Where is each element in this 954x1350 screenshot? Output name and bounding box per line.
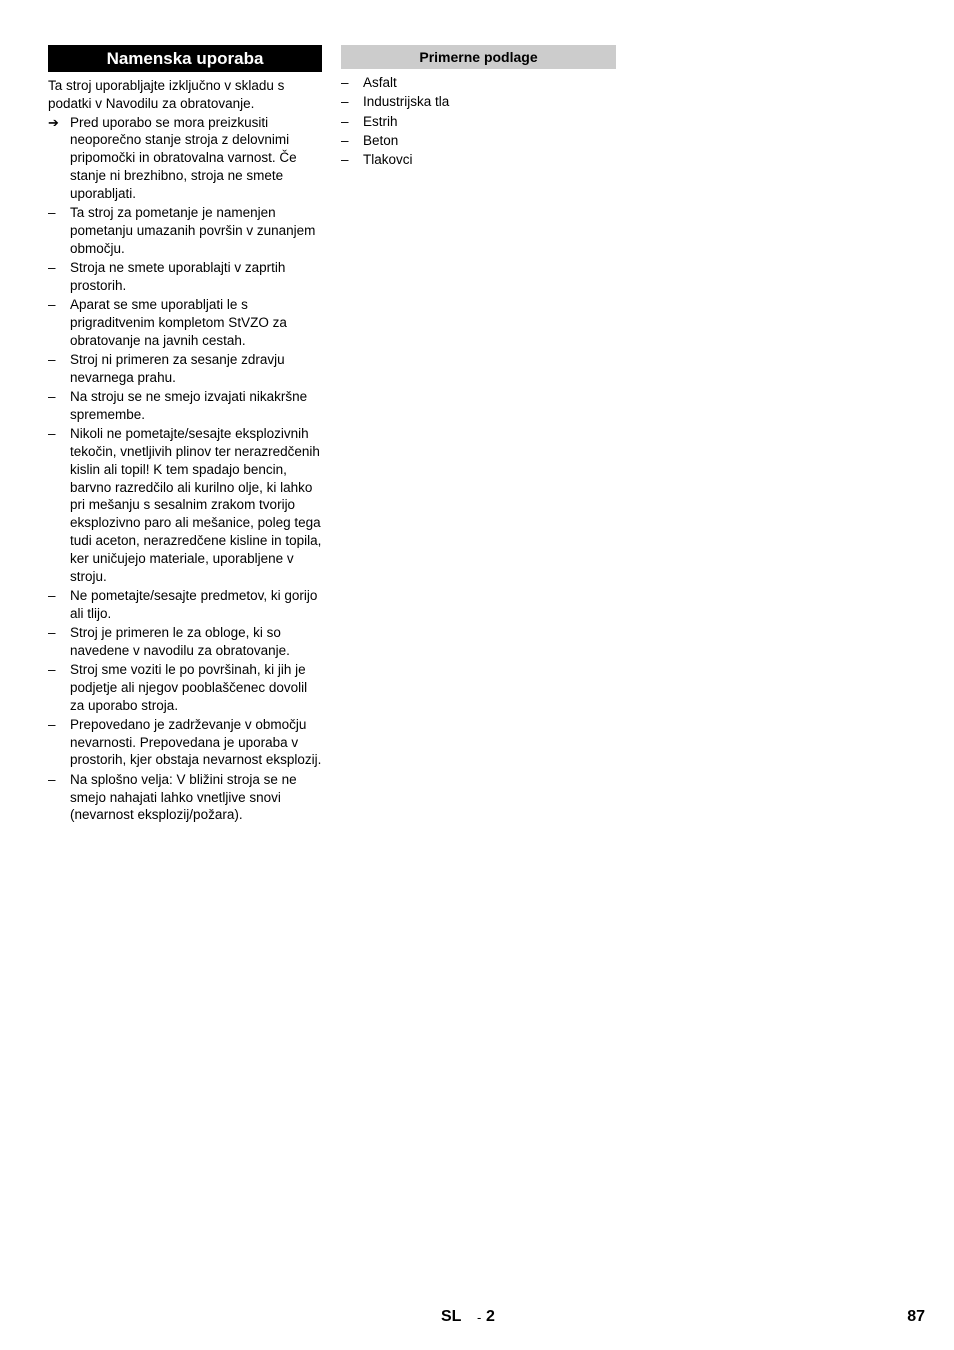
list-item-text: Na stroju se ne smejo izvajati nikakršne spremembe. <box>70 389 308 422</box>
section-title-intended-use: Namenska uporaba <box>48 45 322 72</box>
list-item <box>48 351 322 387</box>
dash-marker: – <box>48 587 56 603</box>
list-item-text: Stroj ni primeren za sesanje zdravju nevarnega prahu. <box>70 351 285 385</box>
list-item-text: Ta stroj za pometanje je namenjen pometanju umazanih površin v zunanjem območju. <box>70 205 316 256</box>
page-number: 87 <box>907 1308 925 1325</box>
list-item-text: Aparat se sme uporabljati le s prigraditvenim kompletom StVZO za obratovanje na javnih cestah. <box>70 297 287 348</box>
list-item-text: Stroja ne smete uporablajti v zaprtih prostorih. <box>70 259 286 293</box>
list-item-text: Tlakovci <box>363 152 413 168</box>
list-item-text: Stroj je primeren le za obloge, ki so navedene v navodilu za obratovanje. <box>70 624 290 658</box>
list-item-text: Ne pometajte/sesajte predmetov, ki gorijo ali tlijo. <box>70 587 318 621</box>
dash-marker: – <box>48 426 56 442</box>
list-item-text: Prepovedano je zadrževanje v območju nevarnosti. Prepovedana je uporaba v prostorih, kjer obstaja nevarnost eksplozij. <box>70 716 322 768</box>
dash-marker: – <box>48 389 56 405</box>
list-item <box>48 388 322 424</box>
left-column <box>48 45 322 826</box>
dash-marker: – <box>48 716 56 732</box>
list-item <box>341 151 616 169</box>
dash-marker: – <box>341 75 349 90</box>
list-item <box>48 716 322 769</box>
list-item <box>48 296 322 349</box>
footer-separator: - <box>477 1310 482 1325</box>
list-item <box>48 587 322 623</box>
list-item <box>48 204 322 257</box>
list-item-text: Industrijska tla <box>363 94 450 110</box>
list-item <box>48 624 322 660</box>
dash-marker: – <box>48 297 56 313</box>
list-item-text: Nikoli ne pometajte/sesajte eksplozivnih tekočin, vnetljivih plinov ter nerazredčenih kislin ali topil! K tem spadajo bencin, barvno razredčilo ali kurilno olje, ki lahko pri mešanju s sesalnim zrakom tvorijo eksplozivno paro ali mešanice, poleg tega tudi aceton, nerazredčene kisline in topila, ker uničujejo materiale, uporabljene v stroju. <box>70 426 322 584</box>
list-item-text: Asfalt <box>363 75 397 90</box>
dash-marker: – <box>48 662 56 677</box>
arrow-right-icon: ➔ <box>48 114 59 130</box>
dash-marker: – <box>341 152 349 168</box>
list-item-text: Beton <box>363 132 399 148</box>
dash-marker: – <box>48 624 56 640</box>
list-item <box>341 132 616 150</box>
list-item-text: Estrih <box>363 113 398 129</box>
list-item-text: Stroj sme voziti le po površinah, ki jih je podjetje ali njegov pooblaščenec dovolil za uporabo stroja. <box>70 662 308 713</box>
right-column <box>341 45 616 170</box>
list-item-text: Pred uporabo se mora preizkusiti neoporečno stanje stroja z delovnimi pripomočki in obratovalna varnost. Če stanje ni brezhibno, stroja ne smete uporabljati. <box>70 114 297 201</box>
list-item-text: Na splošno velja: V bližini stroja se ne smejo nahajati lahko vnetljive snovi (nevarnost eksplozij/požara). <box>70 771 297 823</box>
list-item <box>341 74 616 92</box>
list-item-arrow <box>48 114 322 203</box>
list-item <box>48 661 322 714</box>
dash-marker: – <box>48 771 56 787</box>
intended-use-list <box>48 114 322 825</box>
list-item <box>48 771 322 824</box>
list-item <box>48 259 322 295</box>
intro-paragraph: Ta stroj uporabljajte izključno v skladu s podatki v Navodilu za obratovanje. <box>48 78 285 111</box>
dash-marker: – <box>341 113 349 129</box>
dash-marker: – <box>48 351 56 367</box>
dash-marker: – <box>48 259 56 275</box>
list-item <box>48 425 322 585</box>
list-item <box>341 93 616 111</box>
footer-language-code: SL <box>441 1308 462 1325</box>
dash-marker: – <box>48 205 56 221</box>
list-item <box>341 113 616 131</box>
suitable-surfaces-list <box>341 74 616 169</box>
footer-sub-page: 2 <box>486 1308 495 1325</box>
dash-marker: – <box>341 132 349 148</box>
dash-marker: – <box>341 94 349 110</box>
section-title-suitable-surfaces: Primerne podlage <box>341 45 616 69</box>
